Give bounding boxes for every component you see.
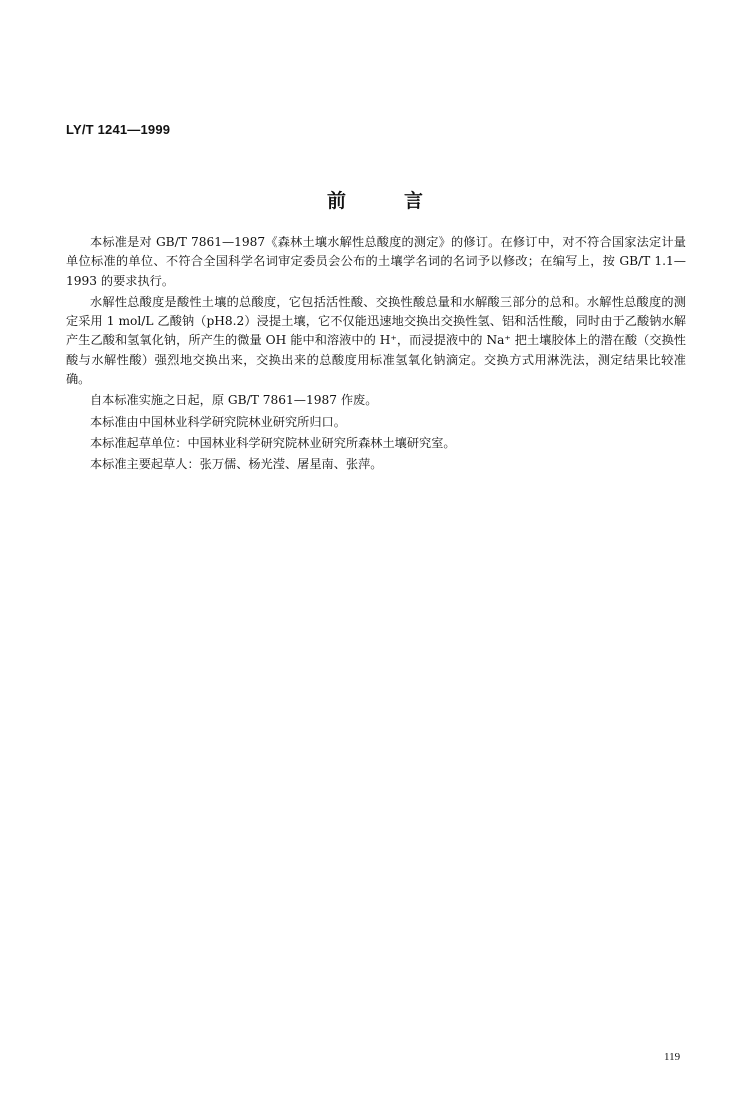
paragraph-supersede-note: 自本标准实施之日起，原 GB/T 7861—1987 作废。	[90, 393, 378, 408]
paragraph-revision-note: 本标准是对 GB/T 7861—1987《森林土壤水解性总酸度的测定》的修订。在修订中，对不符合国家法定计量单位标准的单位、不符合全国科学名词审定委员会公布的土壤学名词的名词予以修改；在编写上，按 GB/T 1.1—1993 的要求执行。	[66, 235, 686, 288]
foreword-body	[66, 233, 686, 475]
paragraph-responsible-unit: 本标准由中国林业科学研究院林业研究所归口。	[90, 414, 346, 429]
page-number: 119	[664, 1051, 681, 1063]
paragraph-drafting-unit: 本标准起草单位：中国林业科学研究院林业研究所森林土壤研究室。	[90, 435, 456, 450]
paragraph-method-description: 水解性总酸度是酸性土壤的总酸度，它包括活性酸、交换性酸总量和水解酸三部分的总和。水解性总酸度的测定采用 1 mol/L 乙酸钠（pH8.2）浸提土壤，它不仅能迅速地交换出交换性氢、铝和活性酸，同时由于乙酸钠水解产生乙酸和氢氧化钠，所产生的微量 OH 能中和溶液中的 H⁺，而浸提液中的 Na⁺ 把土壤胶体上的潜在酸（交换性酸与水解性酸）强烈地交换出来，交换出来的总酸度用标准氢氧化钠滴定。交换方式用淋洗法，测定结果比较准确。	[66, 294, 686, 387]
foreword-heading: 前言	[326, 190, 481, 212]
standard-code: LY/T 1241—1999	[66, 122, 171, 137]
paragraph-drafters: 本标准主要起草人：张万儒、杨光滢、屠星南、张萍。	[90, 457, 383, 472]
